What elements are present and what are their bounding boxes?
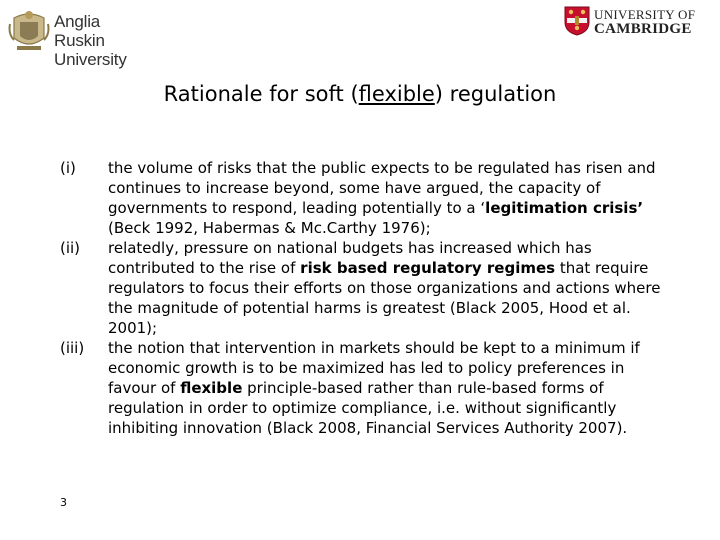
- cambridge-line2: CAMBRIDGE: [594, 21, 692, 37]
- title-underlined-word: flexible: [358, 82, 435, 106]
- title-part-before: Rationale for soft (: [163, 82, 359, 106]
- item-number: (iii): [60, 339, 85, 357]
- rationale-list: [60, 158, 665, 438]
- item-text-part: the notion that intervention in markets should be kept to a minimum if economic growth is to be maximized has led to policy preferences in favour of: [108, 339, 640, 397]
- title-part-after: ) regulation: [434, 82, 557, 106]
- list-item: [60, 158, 665, 238]
- item-text-part: that require regulators to focus their efforts on those organizations and actions where the magnitude of potential harms is greatest (Black 2005, Hood et al. 2001);: [108, 259, 661, 337]
- item-bold-term: legitimation crisis’: [485, 199, 644, 217]
- item-text-part: (Beck 1992, Habermas & Mc.Carthy 1976);: [108, 219, 431, 237]
- item-text: [108, 238, 665, 338]
- list-item: [60, 338, 665, 438]
- anglia-ruskin-line1: Anglia Ruskin: [54, 12, 105, 50]
- slide-title: [0, 80, 720, 108]
- item-text-part: relatedly, pressure on national budgets has increased which has contributed to the rise of: [108, 239, 592, 277]
- anglia-ruskin-line2: University: [54, 50, 127, 69]
- item-text-part: principle-based rather than rule-based forms of regulation in order to optimize compliance, i.e. without significantly inhibiting innovation (Black 2008, Financial Services Authority 2007).: [108, 379, 628, 437]
- item-text-part: the volume of risks that the public expects to be regulated has risen and continues to increase beyond, some have argued, the capacity of governments to respond, leading potentially to a ‘: [108, 159, 656, 217]
- cambridge-shield-icon: [564, 6, 590, 36]
- anglia-ruskin-logo: [8, 8, 148, 69]
- anglia-ruskin-crest-icon: [8, 8, 50, 52]
- item-number: (ii): [60, 239, 81, 257]
- item-bold-term: flexible: [180, 379, 243, 397]
- cambridge-line1: UNIVERSITY OF: [594, 7, 696, 22]
- item-bold-term: risk based regulatory regimes: [300, 259, 556, 277]
- item-text: [108, 158, 665, 238]
- item-number: (i): [60, 159, 76, 177]
- page-number: 3: [60, 496, 67, 509]
- item-text: [108, 338, 665, 438]
- cambridge-logo: [564, 6, 712, 40]
- list-item: [60, 238, 665, 338]
